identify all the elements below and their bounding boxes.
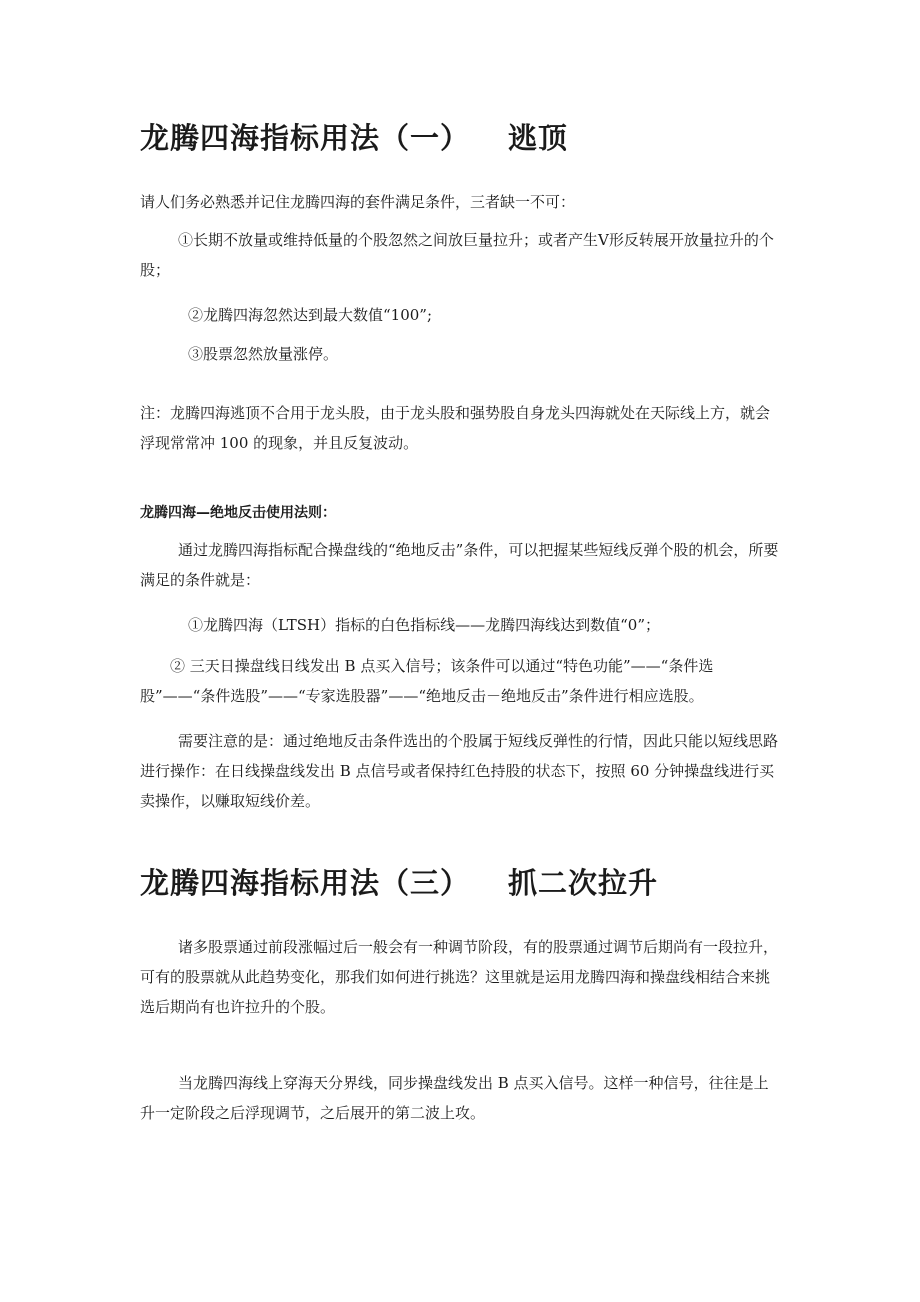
section-2-paragraph-2: 需要注意的是：通过绝地反击条件选出的个股属于短线反弹性的行情，因此只能以短线思路进行操作：在日线操盘线发出 B 点信号或者保持红色持股的状态下，按照 60 分钟操盘线进行买卖操作，以赚取短线价差。 [140,732,779,810]
section-1-title [140,116,568,157]
section-2-paragraph-1: 通过龙腾四海指标配合操盘线的“绝地反击”条件，可以把握某些短线反弹个股的机会，所要满足的条件就是： [140,541,779,589]
section-1-condition-2: ②龙腾四海忽然达到最大数值“100”; [188,306,433,324]
section-1-subtitle: 逃顶 [508,121,569,155]
section-3-paragraph-2: 当龙腾四海线上穿海天分界线，同步操盘线发出 B 点买入信号。这样一种信号，往往是上升一定阶段之后浮现调节，之后展开的第二波上攻。 [140,1074,769,1122]
section-1-condition-1: ①长期不放量或维持低量的个股忽然之间放巨量拉升；或者产生Ⅴ形反转展开放量拉升的个股； [140,231,774,279]
section-3-title-text: 龙腾四海指标用法（三） [140,866,471,900]
section-2-condition-2: ② 三天日操盘线日线发出 B 点买入信号；该条件可以通过“特色功能”——“条件选股”——“条件选股”——“专家选股器”——“绝地反击－绝地反击”条件进行相应选股。 [140,657,714,705]
section-3-paragraph-1: 诸多股票通过前段涨幅过后一般会有一种调节阶段，有的股票通过调节后期尚有一段拉升，可有的股票就从此趋势变化，那我们如何进行挑选？这里就是运用龙腾四海和操盘线相结合来挑选后期尚有也许拉升的个股。 [140,938,779,1016]
section-1-note: 注：龙腾四海逃顶不合用于龙头股，由于龙头股和强势股自身龙头四海就处在天际线上方，就会浮现常常冲 100 的现象，并且反复波动。 [140,404,771,452]
section-3-subtitle: 抓二次拉升 [508,866,659,900]
section-1-title-text: 龙腾四海指标用法（一） [140,121,471,155]
section-2-condition-1: ①龙腾四海（LTSH）指标的白色指标线——龙腾四海线达到数值“0”； [188,616,660,634]
section-2-heading: 龙腾四海—绝地反击使用法则： [140,505,336,521]
section-3-title [140,861,658,902]
section-1-intro: 请人们务必熟悉并记住龙腾四海的套件满足条件，三者缺一不可： [140,193,576,211]
section-1-condition-3: ③股票忽然放量涨停。 [188,345,339,363]
